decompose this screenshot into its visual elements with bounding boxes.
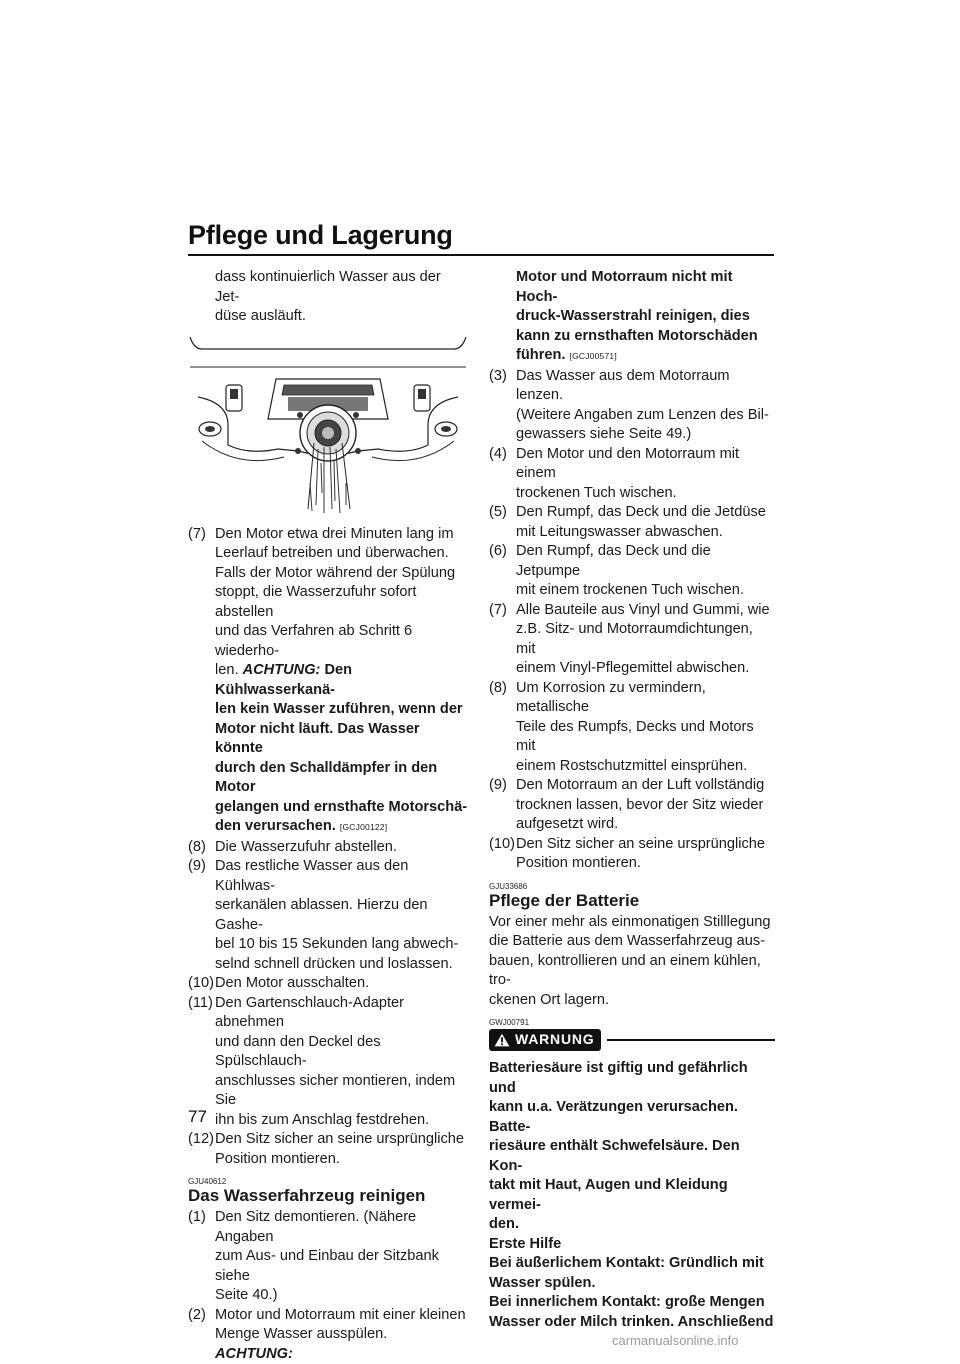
jet-nozzle-illustration: [188, 333, 468, 517]
clean-step-8: (8) Um Korrosion zu vermindern, metallische Teile des Rumpfs, Decks und Motors mit einem Rostschutzmittel einsprühen.: [489, 679, 775, 777]
clean-step-5: (5) Den Rumpf, das Deck und die Jetdüse mit Leitungswasser abwaschen.: [489, 503, 775, 542]
section-heading-cleaning: Das Wasserfahrzeug reinigen: [188, 1186, 468, 1206]
section-code: GJU33686: [489, 882, 775, 891]
step-10: (10) Den Motor ausschalten.: [188, 974, 468, 994]
clean-step-9: (9) Den Motorraum an der Luft vollständig trocknen lassen, bevor der Sitz wieder aufgesetzt wird.: [489, 776, 775, 835]
step-9: (9) Das restliche Wasser aus den Kühlwas- serkanälen ablassen. Hierzu den Gashe- bel 10 bis 15 Sekunden lang abwech- selnd schnell drücken und loslassen.: [188, 857, 468, 974]
clean-step-3: (3) Das Wasser aus dem Motorraum lenzen. (Weitere Angaben zum Lenzen des Bil- gewassers siehe Seite 49.): [489, 367, 775, 445]
clean-step-1: (1) Den Sitz demontieren. (Nähere Angaben zum Aus- und Einbau der Sitzbank siehe Seite 40.): [188, 1208, 468, 1306]
achtung-label: ACHTUNG:: [243, 662, 321, 678]
warning-code: GWJ00791: [489, 1018, 775, 1027]
step-7: (7) Den Motor etwa drei Minuten lang im Leerlauf betreiben und überwachen. Falls der Motor während der Spülung stoppt, die Wasserzufuhr sofort abstellen und das Verfahren ab Schritt 6 wiederho- len. ACHTUNG: Den Kühlwasserkanä- len kein Wasser zuführen, wenn der Motor nicht läuft. Das Wasser könnte durch den Schalldämpfer in den Motor gelangen und ernsthafte Motorschä- den verursachen. [GCJ00122]: [188, 525, 468, 838]
section-code: GJU40612: [188, 1177, 468, 1186]
clean-step-10: (10) Den Sitz sicher an seine ursprüngliche Position montieren.: [489, 835, 775, 874]
left-column: [188, 268, 468, 1364]
battery-paragraph: Vor einer mehr als einmonatigen Stilllegung die Batterie aus dem Wasserfahrzeug aus- bauen, kontrollieren und an einem kühlen, tro- ckenen Ort lagern.: [489, 913, 775, 1011]
section-heading-battery: Pflege der Batterie: [489, 891, 775, 911]
warning-text: Batteriesäure ist giftig und gefährlich und kann u.a. Verätzungen verursachen. Batte- riesäure enthält Schwefelsäure. Den Kon- takt mit Haut, Augen und Kleidung vermei- den. Erste Hilfe Bei äußerlichem Kontakt: Gründlich mit Wasser spülen. Bei innerlichem Kontakt: große Mengen Wasser oder Milch trinken. Anschließend: [489, 1059, 775, 1332]
page-title: Pflege und Lagerung: [188, 220, 453, 251]
warning-rule: [607, 1039, 775, 1041]
title-rule: [188, 254, 774, 256]
right-column: [489, 268, 775, 1332]
warning-badge: WARNUNG: [489, 1029, 601, 1051]
intro-text: dass kontinuierlich Wasser aus der Jet- düse ausläuft.: [188, 268, 468, 327]
caution-code: [GCJ00122]: [340, 822, 387, 832]
watermark: carmanualsonline.info: [612, 1333, 738, 1348]
step-8: (8) Die Wasserzufuhr abstellen.: [188, 838, 468, 858]
page-number: 77: [188, 1107, 207, 1127]
clean-step-2: (2) Motor und Motorraum mit einer kleinen Menge Wasser ausspülen. ACHTUNG:: [188, 1306, 468, 1364]
clean-step-2-continued: Motor und Motorraum nicht mit Hoch- druck-Wasserstrahl reinigen, dies kann zu ernsthaften Motorschäden führen. [GCJ00571]: [489, 268, 775, 367]
step-11: (11) Den Gartenschlauch-Adapter abnehmen und dann den Deckel des Spülschlauch- anschlusses sicher montieren, indem Sie ihn bis zum Anschlag festdrehen.: [188, 994, 468, 1131]
warning-header: [489, 1029, 775, 1051]
clean-step-7: (7) Alle Bauteile aus Vinyl und Gummi, wie z.B. Sitz- und Motorraumdichtungen, mit einem Vinyl-Pflegemittel abwischen.: [489, 601, 775, 679]
warning-triangle-icon: [494, 1033, 510, 1047]
caution-code: [GCJ00571]: [570, 351, 617, 361]
achtung-label: ACHTUNG:: [215, 1346, 293, 1362]
clean-step-4: (4) Den Motor und den Motorraum mit einem trockenen Tuch wischen.: [489, 445, 775, 504]
clean-step-6: (6) Den Rumpf, das Deck und die Jetpumpe mit einem trockenen Tuch wischen.: [489, 542, 775, 601]
step-12: (12) Den Sitz sicher an seine ursprüngliche Position montieren.: [188, 1130, 468, 1169]
